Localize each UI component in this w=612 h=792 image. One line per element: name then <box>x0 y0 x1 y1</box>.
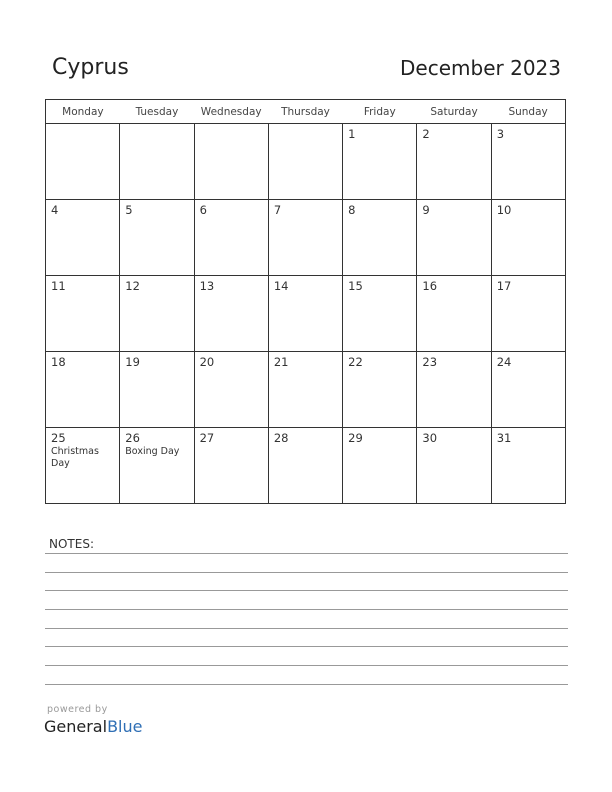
day-cell <box>46 124 120 200</box>
day-cell <box>343 200 417 276</box>
day-cell <box>343 428 417 504</box>
day-cell <box>194 352 268 428</box>
day-number: 30 <box>422 431 438 445</box>
week-row <box>46 124 566 200</box>
day-number: 4 <box>51 203 59 217</box>
weekday-saturday: Saturday <box>417 100 491 124</box>
day-number: 26 <box>125 431 140 445</box>
day-cell <box>268 352 342 428</box>
day-number: 6 <box>199 203 207 217</box>
weekday-friday: Friday <box>343 100 417 124</box>
weekday-tuesday: Tuesday <box>120 100 194 124</box>
day-cell <box>46 428 120 504</box>
day-number: 22 <box>348 355 363 369</box>
day-cell <box>268 124 342 200</box>
day-number: 24 <box>496 355 512 369</box>
weekday-thursday: Thursday <box>268 100 342 124</box>
day-number: 8 <box>348 203 356 217</box>
holiday-label: Boxing Day <box>125 446 180 457</box>
day-number: 14 <box>273 279 289 293</box>
calendar-grid <box>45 99 566 504</box>
day-cell <box>120 428 194 504</box>
notes-line <box>45 572 568 573</box>
month-title: December 2023 <box>400 56 561 80</box>
day-cell <box>268 428 342 504</box>
day-number: 10 <box>496 203 512 217</box>
day-number: 12 <box>125 279 140 293</box>
weekday-sunday: Sunday <box>491 100 565 124</box>
day-number: 20 <box>199 355 215 369</box>
weekday-wednesday: Wednesday <box>194 100 268 124</box>
day-cell <box>194 276 268 352</box>
day-number: 27 <box>199 431 215 445</box>
day-cell <box>120 352 194 428</box>
logo-blue-text: Blue <box>107 717 143 736</box>
day-number: 23 <box>422 355 438 369</box>
day-number: 11 <box>51 279 66 293</box>
notes-line <box>45 684 568 685</box>
notes-line <box>45 628 568 629</box>
week-row <box>46 428 566 504</box>
day-number: 18 <box>51 355 66 369</box>
day-cell <box>268 276 342 352</box>
day-cell <box>343 124 417 200</box>
logo-general-text: General <box>44 717 108 736</box>
day-cell <box>120 200 194 276</box>
powered-by-text: powered by <box>47 704 108 715</box>
week-row <box>46 276 566 352</box>
day-number: 29 <box>348 431 363 445</box>
week-row <box>46 352 566 428</box>
day-cell <box>491 200 565 276</box>
day-number: 17 <box>496 279 512 293</box>
day-number: 13 <box>199 279 215 293</box>
day-cell <box>268 200 342 276</box>
day-number: 31 <box>496 431 512 445</box>
day-number: 16 <box>422 279 438 293</box>
day-cell <box>491 428 565 504</box>
day-cell <box>194 124 268 200</box>
day-cell <box>417 200 491 276</box>
day-number: 3 <box>496 127 505 141</box>
notes-line <box>45 553 568 554</box>
day-cell <box>194 200 268 276</box>
day-number: 2 <box>422 127 430 141</box>
notes-line <box>45 646 568 647</box>
weekday-monday: Monday <box>46 100 120 124</box>
notes-line <box>45 590 568 591</box>
day-cell <box>343 352 417 428</box>
day-cell <box>417 124 491 200</box>
day-number: 21 <box>273 355 289 369</box>
day-cell <box>491 276 565 352</box>
day-number: 28 <box>273 431 289 445</box>
holiday-label: Christmas Day <box>51 446 99 469</box>
day-cell <box>417 352 491 428</box>
day-number: 25 <box>51 431 66 445</box>
day-cell <box>417 428 491 504</box>
day-number: 7 <box>273 203 282 217</box>
notes-line <box>45 609 568 610</box>
day-cell <box>46 352 120 428</box>
day-cell <box>120 124 194 200</box>
generalblue-logo[interactable] <box>44 717 142 736</box>
notes-label: NOTES: <box>49 537 94 551</box>
day-number: 9 <box>422 203 430 217</box>
weekday-header-row <box>46 100 566 124</box>
day-number: 19 <box>125 355 140 369</box>
day-number: 1 <box>348 127 356 141</box>
day-cell <box>120 276 194 352</box>
day-cell <box>417 276 491 352</box>
day-cell <box>194 428 268 504</box>
country-title: Cyprus <box>52 55 129 80</box>
day-cell <box>343 276 417 352</box>
notes-line <box>45 665 568 666</box>
day-cell <box>491 124 565 200</box>
day-cell <box>46 200 120 276</box>
day-cell <box>491 352 565 428</box>
day-number: 15 <box>348 279 363 293</box>
day-number: 5 <box>125 203 133 217</box>
week-row <box>46 200 566 276</box>
day-cell <box>46 276 120 352</box>
